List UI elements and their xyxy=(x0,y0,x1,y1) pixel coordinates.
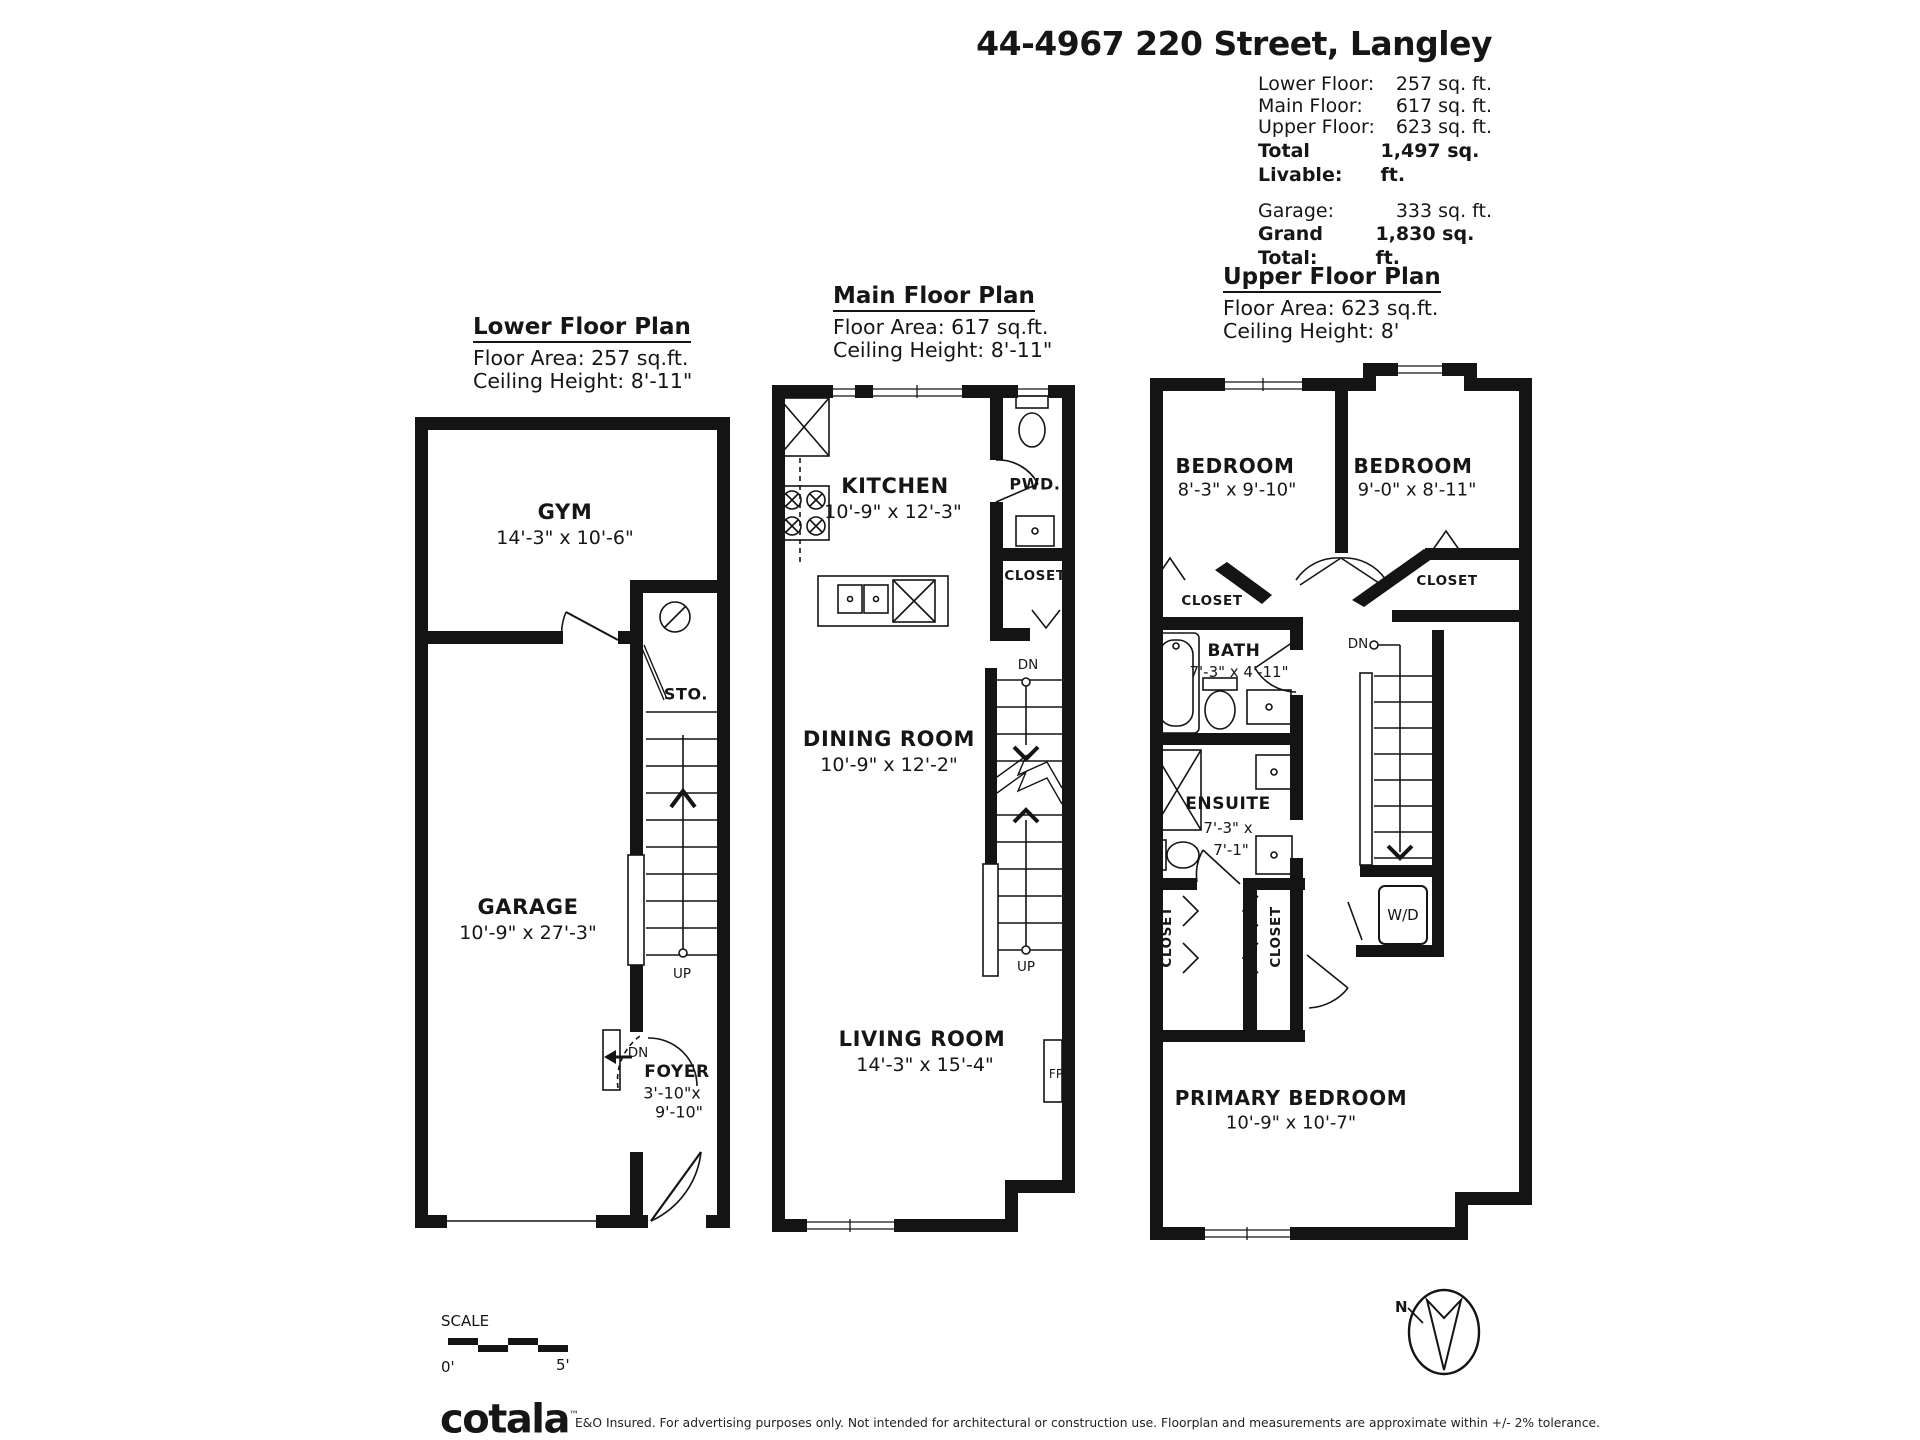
room-label-storage: STO. xyxy=(663,684,709,704)
fridge-icon xyxy=(779,398,829,456)
room-label-closet-bedroom-right: CLOSET xyxy=(1416,573,1478,589)
stair-label-up: UP xyxy=(1016,959,1036,975)
summary-row: Lower Floor: 257 sq. ft. xyxy=(1258,73,1492,95)
sink-icon xyxy=(1247,690,1291,724)
entry-door-leaf xyxy=(651,1152,701,1221)
upper-plan-title: Upper Floor Plan xyxy=(1223,264,1441,293)
summary-grand-total: Grand Total: 1,830 sq. ft. xyxy=(1258,223,1475,269)
room-label-bath: BATH xyxy=(1207,641,1261,661)
closet-door-chevron xyxy=(1183,896,1198,926)
north-label: N xyxy=(1395,1298,1408,1316)
water-heater-icon xyxy=(660,602,690,632)
summary-row: Upper Floor: 623 sq. ft. xyxy=(1258,116,1492,138)
scale-label: SCALE xyxy=(441,1312,490,1330)
room-dims-living: 14'-3" x 15'-4" xyxy=(856,1054,994,1076)
washer-dryer-label: W/D xyxy=(1387,906,1419,924)
room-dims-foyer-2: 9'-10" xyxy=(654,1102,704,1122)
page-title: 44-4967 220 Street, Langley xyxy=(976,24,1492,63)
stair-label-dn: DN xyxy=(627,1045,649,1061)
room-dims-ensuite-2: 7'-1" xyxy=(1213,841,1249,859)
room-dims-ensuite-1: 7'-3" x xyxy=(1203,819,1253,837)
stove-icon xyxy=(779,486,829,540)
stair-railing xyxy=(1360,673,1372,865)
north-arrow-icon xyxy=(1408,1290,1479,1374)
sink-icon xyxy=(1016,516,1054,546)
primary-door xyxy=(1307,955,1348,1008)
room-label-closet-hall-right: CLOSET xyxy=(1268,906,1284,968)
room-label-bedroom-right: BEDROOM xyxy=(1353,454,1473,478)
room-dims-dining: 10'-9" x 12'-2" xyxy=(820,754,958,776)
room-dims-gym: 14'-3" x 10'-6" xyxy=(496,527,634,549)
room-label-kitchen: KITCHEN xyxy=(841,474,949,498)
room-label-closet-bedroom-left: CLOSET xyxy=(1181,593,1243,609)
stair-railing xyxy=(628,855,644,965)
room-label-closet-main: CLOSET xyxy=(1004,568,1066,584)
lower-plan-title: Lower Floor Plan xyxy=(473,314,691,343)
upper-plan-header: Upper Floor Plan Floor Area: 623 sq.ft. Ceiling Height: 8' xyxy=(1223,264,1441,343)
room-dims-garage: 10'-9" x 27'-3" xyxy=(459,922,597,944)
room-dims-bath: 7'-3" x 4'-11" xyxy=(1189,663,1289,681)
summary-total-livable: Total Livable: 1,497 sq. ft. xyxy=(1258,139,1480,186)
room-label-dining: DINING ROOM xyxy=(802,727,976,751)
main-plan-title: Main Floor Plan xyxy=(833,283,1035,312)
lower-plan-header: Lower Floor Plan Floor Area: 257 sq.ft. Ceiling Height: 8'-11" xyxy=(473,314,693,393)
gym-door-arc xyxy=(562,612,566,640)
summary-row: Main Floor: 617 sq. ft. xyxy=(1258,94,1492,117)
laundry-door-leaf xyxy=(1348,902,1362,940)
bedroom-door-left xyxy=(1296,558,1341,585)
stair-label-dn: DN xyxy=(1347,636,1369,652)
fireplace-label: FP xyxy=(1048,1067,1064,1081)
room-dims-foyer-1: 3'-10"x xyxy=(643,1083,701,1103)
room-label-gym: GYM xyxy=(537,500,593,524)
room-label-garage: GARAGE xyxy=(477,895,579,919)
room-label-foyer: FOYER xyxy=(644,1062,710,1082)
stairs-upper xyxy=(1360,641,1432,865)
room-label-powder: PWD. xyxy=(1009,474,1061,494)
scale-start: 0' xyxy=(441,1358,455,1376)
summary-garage: Garage: 333 sq. ft. xyxy=(1258,199,1492,222)
stair-label-up: UP xyxy=(672,966,692,982)
disclaimer-text: E&O Insured. For advertising purposes only. Not intended for architectural or construction use. Floorplan and measurements are approximate within +/- 2% tolerance. xyxy=(575,1416,1600,1430)
toilet-icon xyxy=(1016,396,1048,447)
stair-label-dn: DN xyxy=(1017,657,1039,673)
room-label-primary-bedroom: PRIMARY BEDROOM xyxy=(1174,1086,1408,1110)
stair-railing xyxy=(983,864,998,976)
closet-door-chevron xyxy=(1183,943,1198,973)
room-dims-bedroom-right: 9'-0" x 8'-11" xyxy=(1357,479,1477,501)
room-dims-primary-bedroom: 10'-9" x 10'-7" xyxy=(1225,1112,1357,1134)
brand-logo: cotala™ xyxy=(440,1396,578,1440)
stair-down-arrow xyxy=(1014,747,1038,759)
toilet-icon xyxy=(1203,678,1237,729)
scale-bar xyxy=(448,1338,568,1352)
closet-door-chevron xyxy=(1032,610,1060,628)
room-label-bedroom-left: BEDROOM xyxy=(1175,454,1295,478)
trademark: ™ xyxy=(569,1410,578,1421)
gym-door-leaf xyxy=(566,612,618,640)
sink-icon xyxy=(1256,836,1292,874)
scale-end: 5' xyxy=(556,1356,570,1374)
main-plan-header: Main Floor Plan Floor Area: 617 sq.ft. Ceiling Height: 8'-11" xyxy=(833,283,1053,362)
room-dims-bedroom-left: 8'-3" x 9'-10" xyxy=(1177,479,1297,501)
room-dims-kitchen: 10'-9" x 12'-3" xyxy=(824,501,962,523)
area-summary xyxy=(1258,74,1492,270)
room-label-closet-hall-left: CLOSET xyxy=(1159,906,1175,968)
foyer-garage-door-swing xyxy=(617,1036,640,1088)
room-label-ensuite: ENSUITE xyxy=(1185,794,1271,814)
room-label-living: LIVING ROOM xyxy=(838,1027,1006,1051)
sink-icon xyxy=(1256,755,1292,789)
dishwasher-icon xyxy=(893,580,935,622)
kitchen-sink-icon xyxy=(818,576,948,626)
